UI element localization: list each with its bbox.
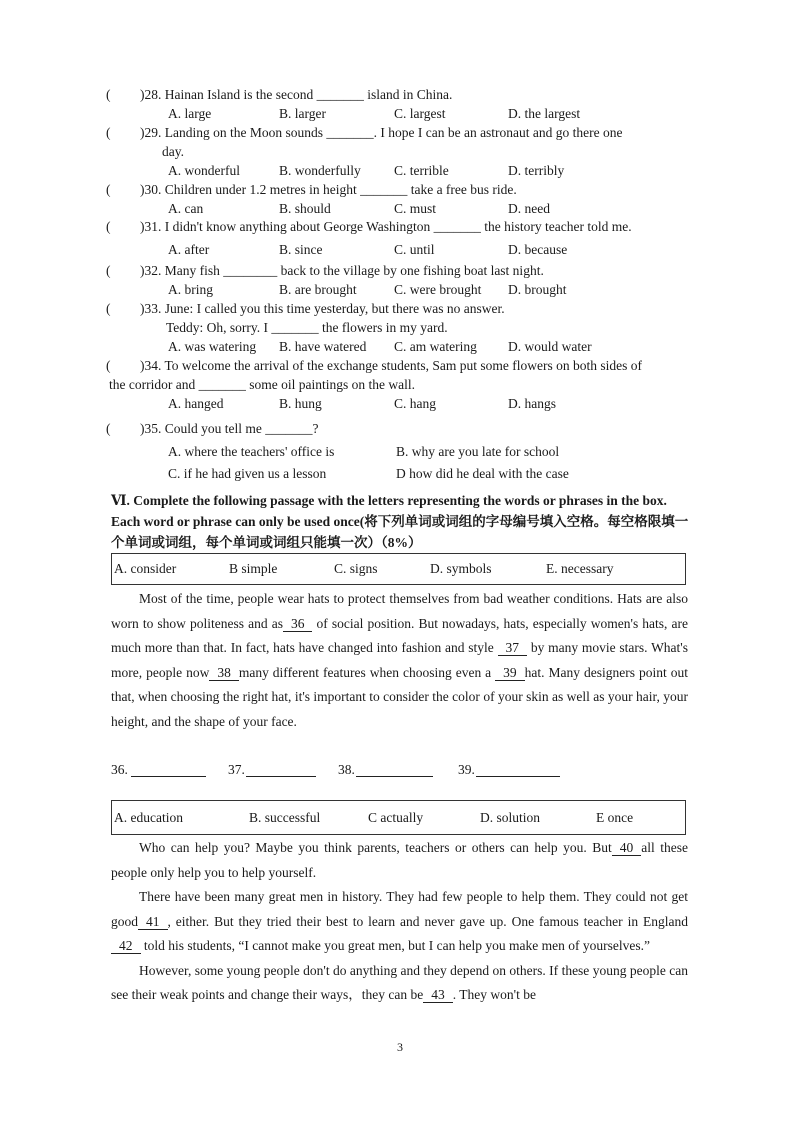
word-box-1	[111, 553, 686, 585]
answer-paren: (	[106, 358, 111, 373]
word-box-2-item: A. education	[114, 810, 183, 825]
option-35-c: C. if he had given us a lesson	[168, 466, 327, 481]
option-34-c: C. hang	[394, 396, 436, 411]
passage-2-text: However, some young people don't do anything and they depend on others. If these young people can see their weak points and change their ways，they can be	[111, 962, 688, 1002]
option-35-d: D how did he deal with the case	[396, 466, 569, 481]
blank-36: 36	[283, 616, 313, 632]
option-28-c: C. largest	[394, 106, 446, 121]
option-28-d: D. the largest	[508, 106, 581, 121]
page-number: 3	[397, 1040, 403, 1054]
option-31-a: A. after	[168, 242, 210, 257]
option-33-c: C. am watering	[394, 339, 477, 354]
passage-2	[111, 836, 688, 1008]
answer-paren: (	[106, 219, 111, 234]
answer-paren: (	[106, 87, 111, 102]
option-33-a: A. was watering	[168, 339, 257, 354]
option-35-a: A. where the teachers' office is	[168, 444, 335, 459]
question-33-stem-cont: Teddy: Oh, sorry. I _______ the flowers in my yard.	[166, 320, 448, 335]
question-35-stem: )35. Could you tell me _______?	[140, 421, 319, 436]
option-33-b: B. have watered	[279, 339, 367, 354]
option-30-d: D. need	[508, 201, 550, 216]
option-32-c: C. were brought	[394, 282, 482, 297]
passage-2-text: told his students, “I cannot make you great men, but I can help you make men of yourselves.”	[140, 938, 650, 953]
word-box-1-item: B simple	[229, 561, 278, 576]
blank-41: 41	[138, 914, 168, 930]
answer-blank-37[interactable]	[246, 762, 316, 777]
passage-1-text: many different features when choosing even a	[238, 664, 496, 680]
option-31-d: D. because	[508, 242, 568, 257]
blank-43: 43	[423, 987, 453, 1003]
word-box-2-item: E once	[596, 810, 634, 825]
blank-37: 37	[498, 640, 528, 656]
blank-38: 38	[209, 665, 239, 681]
option-30-c: C. must	[394, 201, 437, 216]
question-33-stem: )33. June: I called you this time yesterday, but there was no answer.	[140, 301, 505, 316]
answer-blank-36[interactable]	[131, 762, 206, 777]
passage-2-text: . They won't be	[452, 987, 536, 1002]
passage-2-text: , either. But they tried their best to learn and never gave up. One famous teacher in England	[167, 913, 688, 929]
blank-40: 40	[612, 840, 642, 856]
question-28-stem: )28. Hainan Island is the second _______ island in China.	[140, 87, 453, 102]
word-box-1-item: C. signs	[334, 561, 378, 576]
option-30-a: A. can	[168, 201, 204, 216]
option-34-d: D. hangs	[508, 396, 556, 411]
answer-label-36: 36.	[111, 762, 128, 777]
answer-paren: (	[106, 182, 111, 197]
section-6-heading: Ⅵ. Complete the following passage with the letters representing the words or phrases in the box. Each word or phrase can only be used once(将下列单词或词组的字母编号填入空格。每空格限填一个单词或词组，每个单词或词组只能填一次）（8%）	[111, 493, 689, 550]
option-32-d: D. brought	[508, 282, 567, 297]
passage-1-text: Most of the time, people wear hats to protect themselves from bad weather conditions. Hats are also worn to show politeness and as	[111, 591, 688, 631]
option-34-a: A. hanged	[168, 396, 224, 411]
word-box-1-item: E. necessary	[546, 561, 614, 576]
answer-label-38: 38.	[338, 762, 355, 777]
option-28-b: B. larger	[279, 106, 326, 121]
option-32-b: B. are brought	[279, 282, 357, 297]
blank-42: 42	[111, 938, 141, 954]
answer-label-37: 37.	[228, 762, 245, 777]
word-box-2-item: C actually	[368, 810, 424, 825]
passage-1	[111, 587, 688, 734]
question-29-stem-cont: day.	[162, 144, 184, 159]
option-32-a: A. bring	[168, 282, 213, 297]
question-34-stem: )34. To welcome the arrival of the exchange students, Sam put some flowers on both sides of	[140, 358, 642, 373]
option-30-b: B. should	[279, 201, 331, 216]
answer-blank-39[interactable]	[476, 762, 560, 777]
option-29-d: D. terribly	[508, 163, 565, 178]
option-33-d: D. would water	[508, 339, 592, 354]
option-29-b: B. wonderfully	[279, 163, 361, 178]
word-box-2-item: D. solution	[480, 810, 541, 825]
answer-blank-38[interactable]	[356, 762, 433, 777]
answer-paren: (	[106, 263, 111, 278]
option-35-b: B. why are you late for school	[396, 444, 560, 459]
passage-2-text: all these people only help you to help yourself.	[111, 840, 689, 880]
answer-label-39: 39.	[458, 762, 475, 777]
question-32-stem: )32. Many fish ________ back to the village by one fishing boat last night.	[140, 263, 544, 278]
passage-2-text: Who can help you? Maybe you think parents, teachers or others can help you. But	[139, 840, 612, 855]
word-box-1-item: A. consider	[114, 561, 177, 576]
answer-paren: (	[106, 301, 111, 316]
answer-paren: (	[106, 125, 111, 140]
option-29-a: A. wonderful	[168, 163, 240, 178]
option-31-b: B. since	[279, 242, 323, 257]
option-31-c: C. until	[394, 242, 435, 257]
option-29-c: C. terrible	[394, 163, 449, 178]
word-box-2	[111, 800, 686, 835]
word-box-1-item: D. symbols	[430, 561, 492, 576]
option-34-b: B. hung	[279, 396, 322, 411]
blank-39: 39	[495, 665, 525, 681]
question-29-stem: )29. Landing on the Moon sounds _______. I hope I can be an astronaut and go there one	[140, 125, 623, 140]
answer-paren: (	[106, 421, 111, 436]
word-box-2-item: B. successful	[249, 810, 321, 825]
question-34-stem-cont: the corridor and _______ some oil paintings on the wall.	[109, 377, 415, 392]
question-30-stem: )30. Children under 1.2 metres in height _______ take a free bus ride.	[140, 182, 517, 197]
passage-2-text: There have been many great men in history. They had few people to help them. They could not get good	[111, 889, 688, 929]
option-28-a: A. large	[168, 106, 212, 121]
passage-1-text: by many movie stars. What's more, people now	[111, 640, 688, 680]
passage-1-text: hat. Many designers point out that, when choosing the right hat, it's important to consider the color of your skin as well as your hair, your height, and the shape of your face.	[111, 664, 688, 729]
passage-1-text: of social position. But nowadays, hats, especially women's hats, are much more than that. In fact, hats have changed into fashion and style	[111, 615, 688, 655]
question-31-stem: )31. I didn't know anything about George Washington _______ the history teacher told me.	[140, 219, 632, 234]
